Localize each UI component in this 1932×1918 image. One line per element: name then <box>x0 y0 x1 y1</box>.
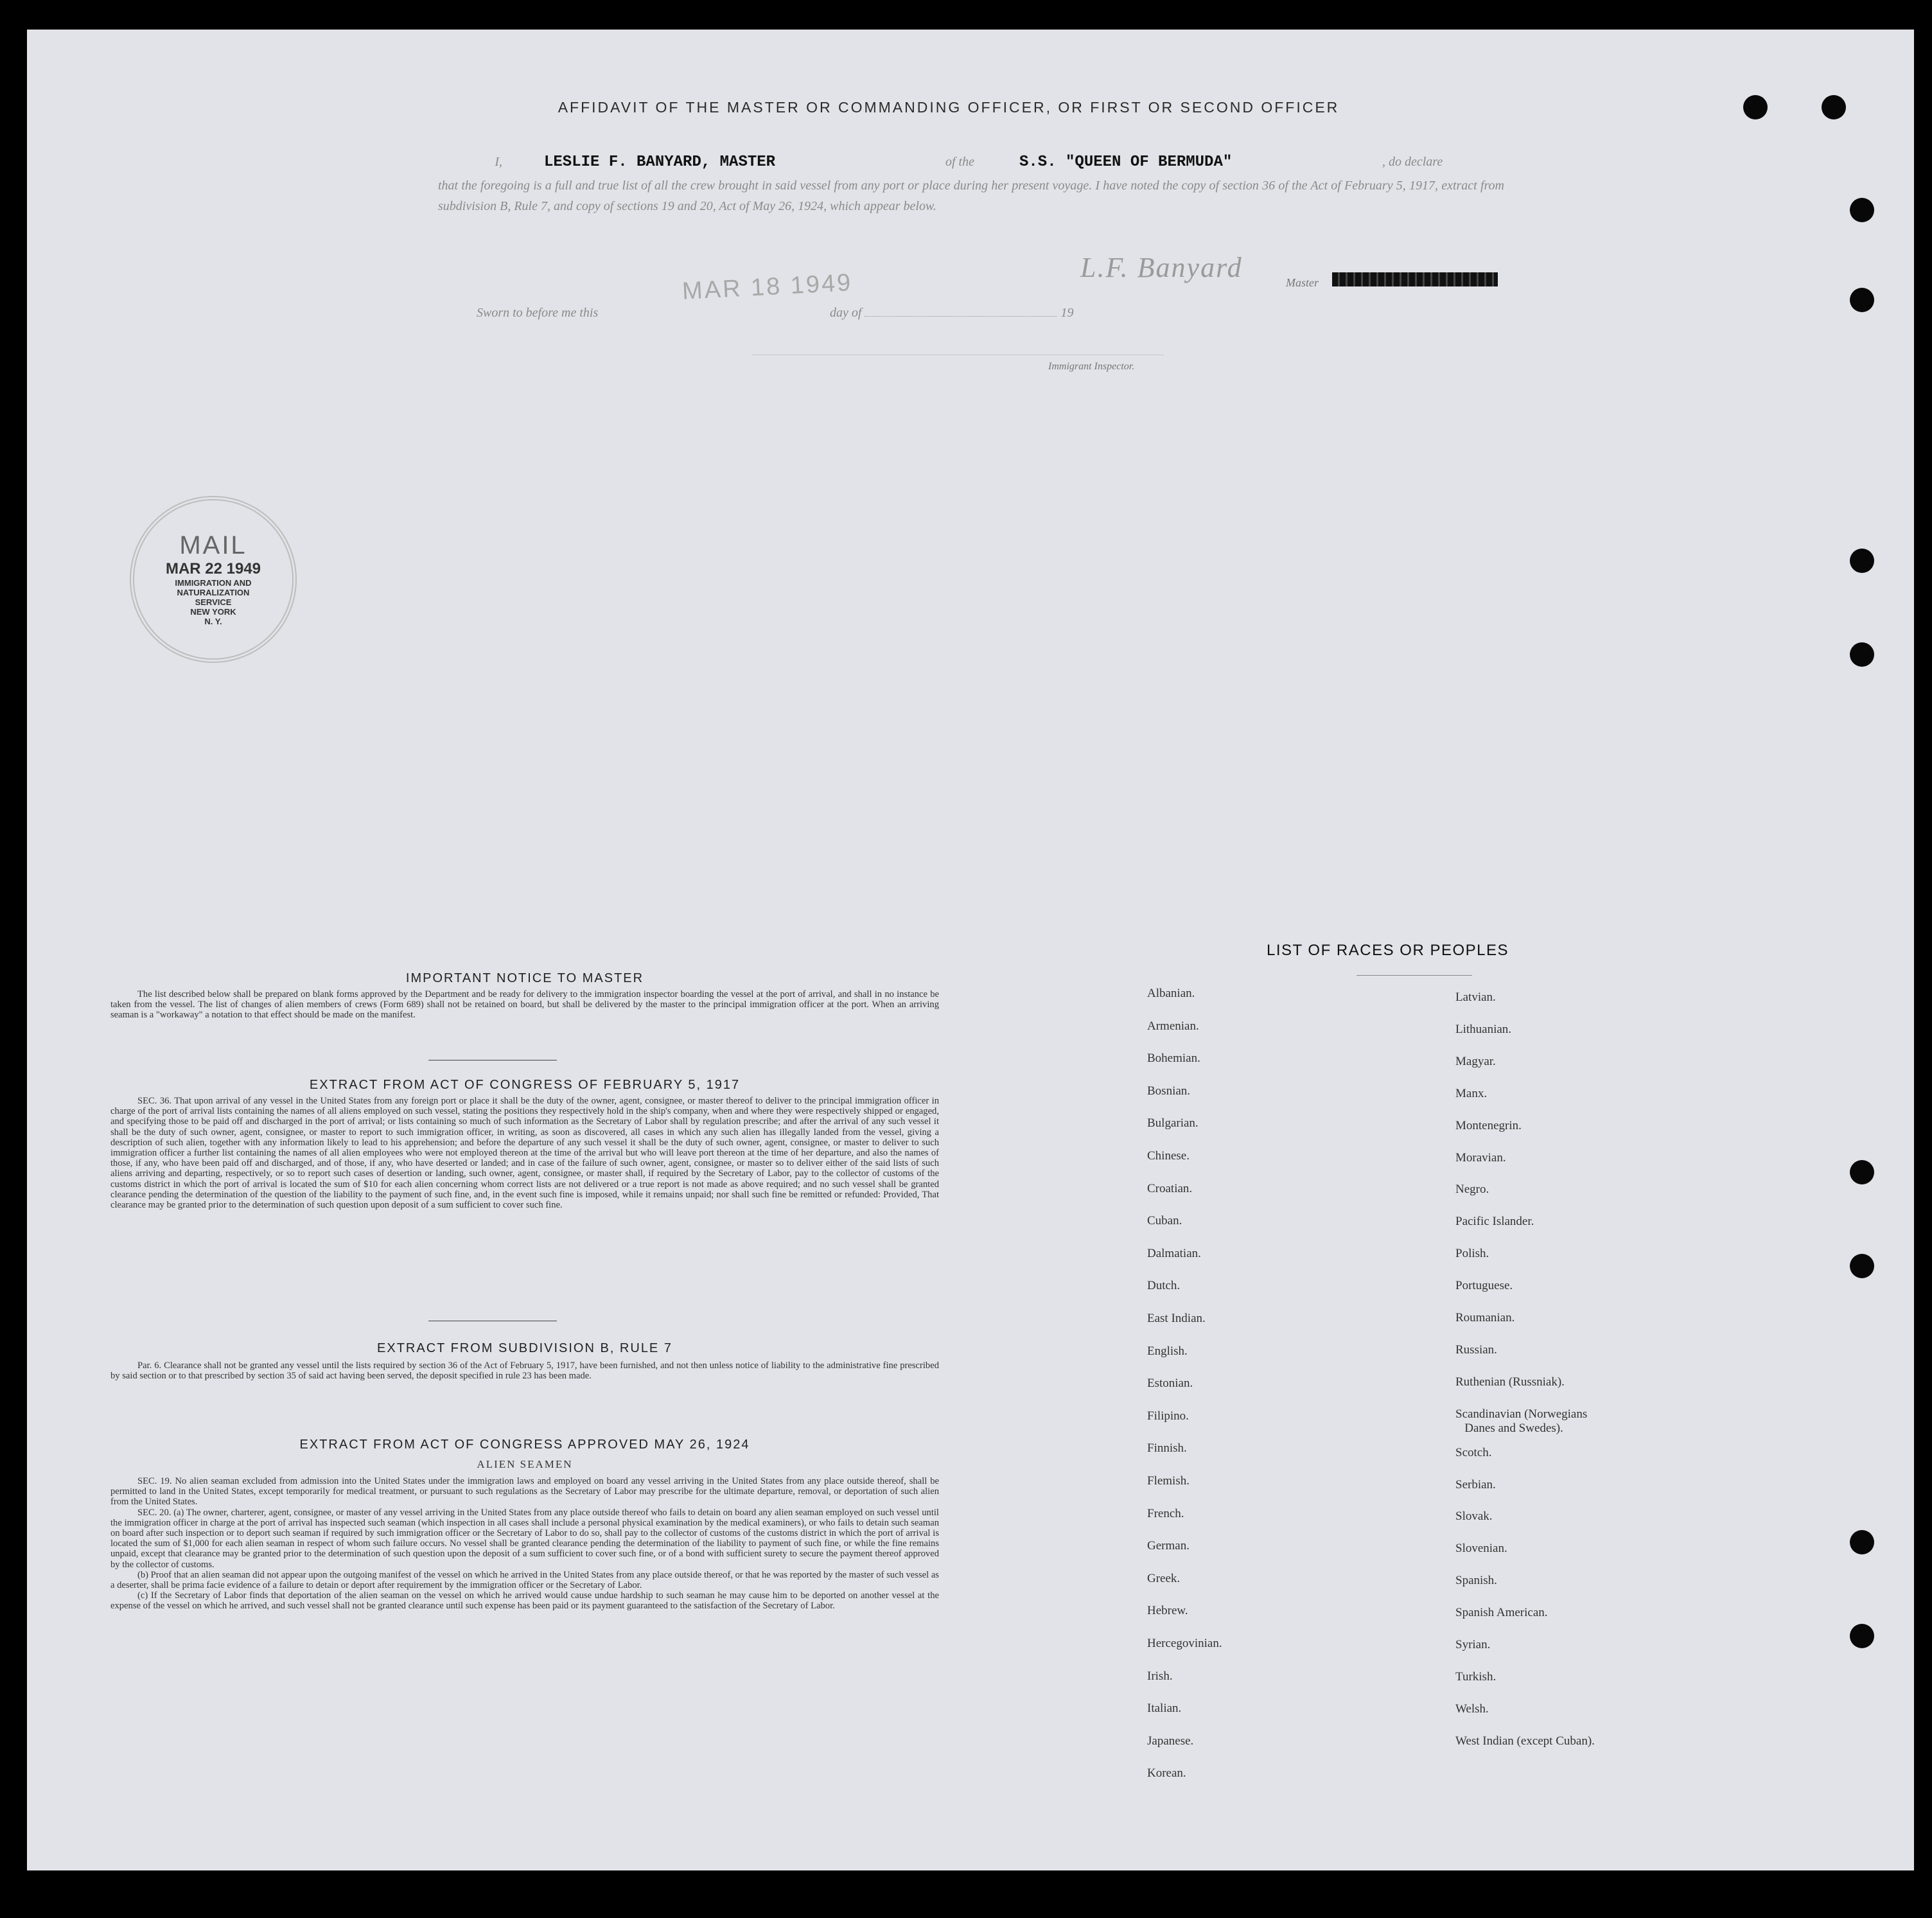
punch-hole <box>1850 1624 1874 1648</box>
race-item: German. <box>1147 1539 1190 1553</box>
race-item: Slovak. <box>1455 1509 1493 1524</box>
race-item: Dutch. <box>1147 1279 1181 1293</box>
stamp-line: NEW YORK <box>190 607 236 617</box>
race-item: Italian. <box>1147 1702 1182 1716</box>
stamp-line: NATURALIZATION <box>177 588 250 597</box>
race-item: English. <box>1147 1344 1188 1358</box>
race-item: Korean. <box>1147 1766 1186 1781</box>
race-item: Irish. <box>1147 1669 1173 1683</box>
race-item: Dalmatian. <box>1147 1246 1201 1260</box>
race-item: Pacific Islander. <box>1455 1215 1534 1229</box>
extract-rule7-body <box>110 1360 939 1381</box>
punch-hole <box>1850 1530 1874 1554</box>
race-item: Russian. <box>1455 1342 1497 1357</box>
extract-1924-title: EXTRACT FROM ACT OF CONGRESS APPROVED MAY 26, 1924 <box>299 1438 750 1452</box>
race-item: Estonian. <box>1147 1377 1193 1391</box>
inspector-label: Immigrant Inspector. <box>1048 361 1135 372</box>
sec20a-paragraph: SEC. 20. (a) The owner, charterer, agent, consignee, or master of any vessel arriving in the United States from any place outside thereof who fails to detain on board any alien seaman employed on such vessel until the immigration officer in charge at the port of arrival has inspected such seaman (which inspection in all cases shall include a personal physical examination by the medical examiners), or who fails to detain such seaman on board after such inspection or to deport such seaman if required by such immigration officer or the Secretary of Labor to do so, shall pay to the collector of customs of the customs district in which the port of arrival is located the sum of $1,000 for each alien seaman in respect of whom such failure occurs. No vessel shall be granted clearance pending the determination of the liability to payment of such fine, or while the fine remains unpaid, except that clearance may be granted prior to the determination of such question upon the deposit of a sum sufficient to cover such fine, or of a bond with sufficient surety to secure the payment thereof approved by the collector of customs. <box>110 1507 939 1570</box>
day-blank <box>865 316 1057 317</box>
affidavit-first-line <box>438 152 1504 173</box>
of-the-label: of the <box>945 155 974 169</box>
race-item: Latvian. <box>1455 990 1496 1004</box>
race-item: Ruthenian (Russniak). <box>1455 1375 1565 1389</box>
race-item: Roumanian. <box>1455 1311 1515 1324</box>
race-item: Negro. <box>1455 1183 1489 1197</box>
sworn-label: Sworn to before me this <box>477 306 599 320</box>
race-item: Syrian. <box>1455 1638 1491 1651</box>
sworn-date-stamp: MAR 18 1949 <box>681 269 854 305</box>
document-page <box>27 30 1914 1870</box>
race-item: Welsh. <box>1455 1702 1489 1716</box>
year-prefix: 19 <box>1060 306 1074 320</box>
race-item: Scotch. <box>1455 1445 1492 1459</box>
day-of-line <box>830 306 1073 321</box>
sec19-paragraph: SEC. 19. No alien seaman excluded from admission into the United States under the immigration laws and employed on board any vessel arriving in the United States from any place outside thereof, shall be permitted to land in the United States, except temporarily for medical treatment, or pursuant to such regulations as the Secretary of Labor may prescribe for the ultimate departure, removal, or deportation of such alien from the United States. <box>110 1476 939 1508</box>
stamp-mail: MAIL <box>179 531 247 559</box>
punch-hole <box>1850 549 1874 573</box>
race-item: Turkish. <box>1455 1669 1497 1684</box>
struck-out-text <box>1332 272 1498 286</box>
race-item: Armenian. <box>1147 1019 1199 1033</box>
race-item: Cuban. <box>1147 1214 1182 1228</box>
affidavit-title: AFFIDAVIT OF THE MASTER OR COMMANDING OFFICER, OR FIRST OR SECOND OFFICER <box>558 99 1340 116</box>
master-name: LESLIE F. BANYARD, MASTER <box>544 154 776 171</box>
race-item: Serbian. <box>1455 1477 1496 1491</box>
race-item: French. <box>1147 1506 1184 1520</box>
race-item: Flemish. <box>1147 1474 1190 1488</box>
master-label: Master <box>1286 276 1319 289</box>
race-item: Lithuanian. <box>1455 1022 1512 1036</box>
stamp-line: SERVICE <box>195 597 232 607</box>
punch-hole <box>1850 288 1874 312</box>
race-item: Albanian. <box>1147 987 1195 1000</box>
race-item: Montenegrin. <box>1455 1118 1522 1132</box>
race-item: Finnish. <box>1147 1441 1187 1456</box>
punch-hole <box>1850 198 1874 222</box>
affidavit-statement <box>438 152 1504 216</box>
race-item: Manx. <box>1455 1086 1488 1100</box>
race-item: Croatian. <box>1147 1181 1193 1195</box>
race-item: Japanese. <box>1147 1734 1194 1748</box>
race-item: Polish. <box>1455 1247 1489 1261</box>
punch-hole <box>1850 642 1874 667</box>
race-item: Greek. <box>1147 1571 1181 1585</box>
notice-paragraph: The list described below shall be prepared on blank forms approved by the Department and be ready for delivery to the immigration inspector boarding the vessel at the port of arrival, and shall in no instance be taken from the vessel. The list of changes of alien members of crews (Form 689) shall not be retained on board, but shall be delivered by the master to the principal immigration officer at the port. When an arriving seaman is a "workaway" a notation to that effect should be made on the manifest. <box>110 989 939 1021</box>
i-label: I, <box>495 155 502 169</box>
sec20c-paragraph: (c) If the Secretary of Labor finds that deportation of the alien seaman on the vessel on which he arrived would cause undue hardship to such seaman he may cause him to be deported on another vessel at the expense of the vessel on which he arrived, and such vessel shall not be granted clearance until such expense has been paid or its payment guaranteed to the satisfaction of the Secretary of Labor. <box>110 1590 939 1612</box>
race-item: Spanish American. <box>1455 1606 1548 1620</box>
race-item: Bohemian. <box>1147 1051 1200 1066</box>
race-item: Filipino. <box>1147 1409 1189 1423</box>
race-item: East Indian. <box>1147 1312 1206 1325</box>
races-divider <box>1357 975 1472 976</box>
alien-seamen-subtitle: ALIEN SEAMEN <box>477 1458 573 1470</box>
race-item: Bosnian. <box>1147 1084 1191 1098</box>
mail-received-stamp <box>130 496 297 663</box>
extract-1917-body <box>110 1096 939 1210</box>
race-item: Moravian. <box>1455 1150 1506 1165</box>
punch-hole <box>1850 1254 1874 1278</box>
race-item: Bulgarian. <box>1147 1116 1199 1131</box>
sec20b-paragraph: (b) Proof that an alien seaman did not appear upon the outgoing manifest of the vessel on which he arrived in the United States from any place outside thereof, or that he was reported by the master of such vessel as a deserter, shall be prima facie evidence of a failure to detain or deport after requirement by the immigration officer or the Secretary of Labor. <box>110 1569 939 1591</box>
master-signature: L.F. Banyard <box>1080 252 1243 283</box>
race-item: Chinese. <box>1147 1149 1190 1163</box>
race-item: West Indian (except Cuban). <box>1455 1734 1595 1748</box>
race-item: Slovenian. <box>1455 1542 1507 1556</box>
extract-rule7-title: EXTRACT FROM SUBDIVISION B, RULE 7 <box>377 1341 672 1355</box>
race-item: Scandinavian (Norwegians Danes and Swedes). <box>1455 1407 1588 1435</box>
extract-1917-paragraph: SEC. 36. That upon arrival of any vessel in the United States from any foreign port or place it shall be the duty of the owner, agent, consignee, or master thereof to deliver to the principal immigration officer in charge of the port of arrival lists containing the names of all aliens employed on such vessel, stating the positions they respectively hold in the ship's company, when and where they were respectively shipped or engaged, and specifying those to be paid off and discharged in the port of arrival; or lists containing so much of such information as the Secretary of Labor shall by regulation prescribe; and after the arrival of any such vessel it shall be the duty of such owner, agent, consignee, or master to report to such immigration officer, in writing, as soon as discovered, all cases in which any such alien has illegally landed from the vessel, giving a description of such alien, together with any information likely to lead to his apprehension; and before the departure of any such vessel it shall be the duty of such owner, agent, consignee, or master to deliver to such immigration officer a further list containing the names of all alien employees who were not employed thereon at the time of the arrival but who will leave port thereon at the time of her departure, and also the names of those, if any, who have been paid off and discharged, and of those, if any, who have deserted or landed; and in case of the failure of such owner, agent, consignee, or master so to deliver either of the said lists of such aliens arriving and departing, respectively, or so to report such cases of desertion or landing, such owner, agent, consignee, or master shall, if required by the Secretary of Labor, pay to the collector of customs of the customs district in which the port of arrival is located the sum of $10 for each alien concerning whom correct lists are not delivered or a true report is not made as above required; and no such vessel shall be granted clearance pending the determination of the question of the liability to the payment of such fine, and, in the event such fine is imposed, while it remains unpaid; nor shall such fine be remitted or refunded: Provided, That clearance may be granted prior to the determination of such question upon deposit of a sum sufficient to cover such fine. <box>110 1096 939 1211</box>
vessel-name: S.S. "QUEEN OF BERMUDA" <box>1019 154 1233 171</box>
race-item: Portuguese. <box>1455 1279 1513 1293</box>
extract-rule7-paragraph: Par. 6. Clearance shall not be granted any vessel until the lists required by section 36 of the Act of February 5, 1917, have been furnished, and not then unless notice of liability to the administrative fine prescribed by said section or to that prescribed by section 35 of said act having been served, the deposit specified in rule 23 has been made. <box>110 1360 939 1382</box>
race-item: Spanish. <box>1455 1574 1497 1588</box>
notice-body <box>110 989 939 1021</box>
punch-hole <box>1850 1160 1874 1184</box>
day-of-label: day of <box>830 306 862 320</box>
affidavit-body: that the foregoing is a full and true list of all the crew brought in said vessel from any port or place during her present voyage. I have noted the copy of section 36 of the Act of February 5, 1917, extract from subdivision B, Rule 7, and copy of sections 19 and 20, Act of May 26, 1924, which appear below. <box>438 179 1504 213</box>
race-item: Hebrew. <box>1147 1604 1188 1618</box>
races-title: LIST OF RACES OR PEOPLES <box>1267 942 1509 959</box>
notice-title: IMPORTANT NOTICE TO MASTER <box>405 971 644 985</box>
do-declare-label: , do declare <box>1382 155 1443 169</box>
stamp-date: MAR 22 1949 <box>165 560 261 577</box>
extract-1917-title: EXTRACT FROM ACT OF CONGRESS OF FEBRUARY 5, 1917 <box>309 1078 741 1092</box>
stamp-line: N. Y. <box>204 617 222 626</box>
race-item: Magyar. <box>1455 1054 1496 1068</box>
stamp-line: IMMIGRATION AND <box>175 578 252 588</box>
race-item: Hercegovinian. <box>1147 1637 1222 1650</box>
extract-1924-body <box>110 1476 939 1612</box>
